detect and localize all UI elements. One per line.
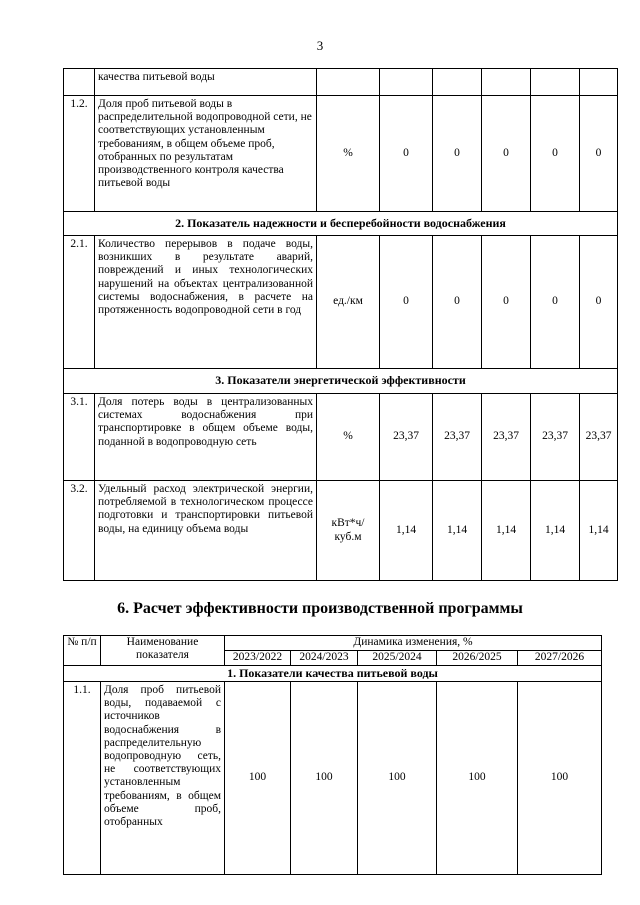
value-cell: 23,37	[380, 394, 433, 481]
indicator-name: Количество перерывов в подаче воды, возникших в результате аварий, повреждений и иных технологических нарушений на объектах централизованной системы водоснабжения, в расчете на протяженность водопроводной сети в год	[95, 236, 317, 369]
header-num: № п/п	[64, 636, 101, 666]
value-cell: 23,37	[482, 394, 531, 481]
year-header: 2025/2024	[358, 651, 437, 666]
value-cell: 23,37	[433, 394, 482, 481]
section-title: 2. Показатель надежности и бесперебойности водоснабжения	[64, 212, 618, 236]
value-cell	[482, 69, 531, 96]
value-cell: 100	[358, 682, 437, 875]
table-row	[64, 394, 618, 481]
year-header: 2023/2022	[225, 651, 291, 666]
indicator-name: Удельный расход электрической энергии, потребляемой в технологическом процессе подготовки и транспортировки питьевой воды, на единицу объема воды	[95, 481, 317, 581]
year-header: 2024/2023	[291, 651, 358, 666]
value-cell: 23,37	[531, 394, 580, 481]
section-title: 1. Показатели качества питьевой воды	[64, 666, 602, 682]
row-number: 3.2.	[64, 481, 95, 581]
value-cell	[433, 69, 482, 96]
unit	[317, 69, 380, 96]
indicator-name: Доля потерь воды в централизованных системах водоснабжения при транспортировке в общем объеме воды, поданной в водопроводную сеть	[95, 394, 317, 481]
value-cell: 0	[433, 96, 482, 212]
value-cell	[531, 69, 580, 96]
value-cell: 100	[518, 682, 602, 875]
indicators-table	[63, 68, 618, 581]
value-cell: 1,14	[380, 481, 433, 581]
value-cell: 0	[531, 96, 580, 212]
table-row	[64, 96, 618, 212]
header-dynamics: Динамика изменения, %	[225, 636, 602, 651]
value-cell: 100	[437, 682, 518, 875]
row-number: 2.1.	[64, 236, 95, 369]
table-row	[64, 69, 618, 96]
value-cell: 0	[580, 96, 618, 212]
value-cell: 1,14	[433, 481, 482, 581]
value-cell: 1,14	[531, 481, 580, 581]
year-header: 2026/2025	[437, 651, 518, 666]
value-cell	[580, 69, 618, 96]
value-cell: 0	[482, 236, 531, 369]
value-cell: 0	[433, 236, 482, 369]
value-cell: 0	[482, 96, 531, 212]
value-cell: 0	[580, 236, 618, 369]
value-cell: 1,14	[482, 481, 531, 581]
value-cell: 1,14	[580, 481, 618, 581]
header-row	[64, 636, 602, 651]
unit: %	[317, 96, 380, 212]
section-row	[64, 369, 618, 394]
row-number: 3.1.	[64, 394, 95, 481]
unit: кВт*ч/ куб.м	[317, 481, 380, 581]
header-name: Наименование показателя	[101, 636, 225, 666]
year-header: 2027/2026	[518, 651, 602, 666]
value-cell: 100	[291, 682, 358, 875]
section-heading: 6. Расчет эффективности производственной программы	[117, 600, 523, 617]
value-cell: 23,37	[580, 394, 618, 481]
unit: %	[317, 394, 380, 481]
row-number: 1.2.	[64, 96, 95, 212]
section-row	[64, 212, 618, 236]
row-number: 1.1.	[64, 682, 101, 875]
section-title: 3. Показатели энергетической эффективности	[64, 369, 618, 394]
table-row	[64, 236, 618, 369]
table-row	[64, 682, 602, 875]
table-row	[64, 481, 618, 581]
efficiency-table	[63, 635, 602, 875]
indicator-name: Доля проб питьевой воды в распределительной водопроводной сети, не соответствующих установленным требованиям, в общем объеме проб, отобранных по результатам производственного контроля качества питьевой воды	[95, 96, 317, 212]
value-cell: 0	[380, 236, 433, 369]
value-cell	[380, 69, 433, 96]
value-cell: 0	[380, 96, 433, 212]
page-number: 3	[316, 38, 324, 53]
section-row	[64, 666, 602, 682]
indicator-name: Доля проб питьевой воды, подаваемой с источников водоснабжения в распределительную водопроводную сеть, не соответствующих установленным требованиям, в общем объеме проб, отобранных	[101, 682, 225, 875]
value-cell: 0	[531, 236, 580, 369]
indicator-name: качества питьевой воды	[95, 69, 317, 96]
row-number	[64, 69, 95, 96]
unit: ед./км	[317, 236, 380, 369]
value-cell: 100	[225, 682, 291, 875]
